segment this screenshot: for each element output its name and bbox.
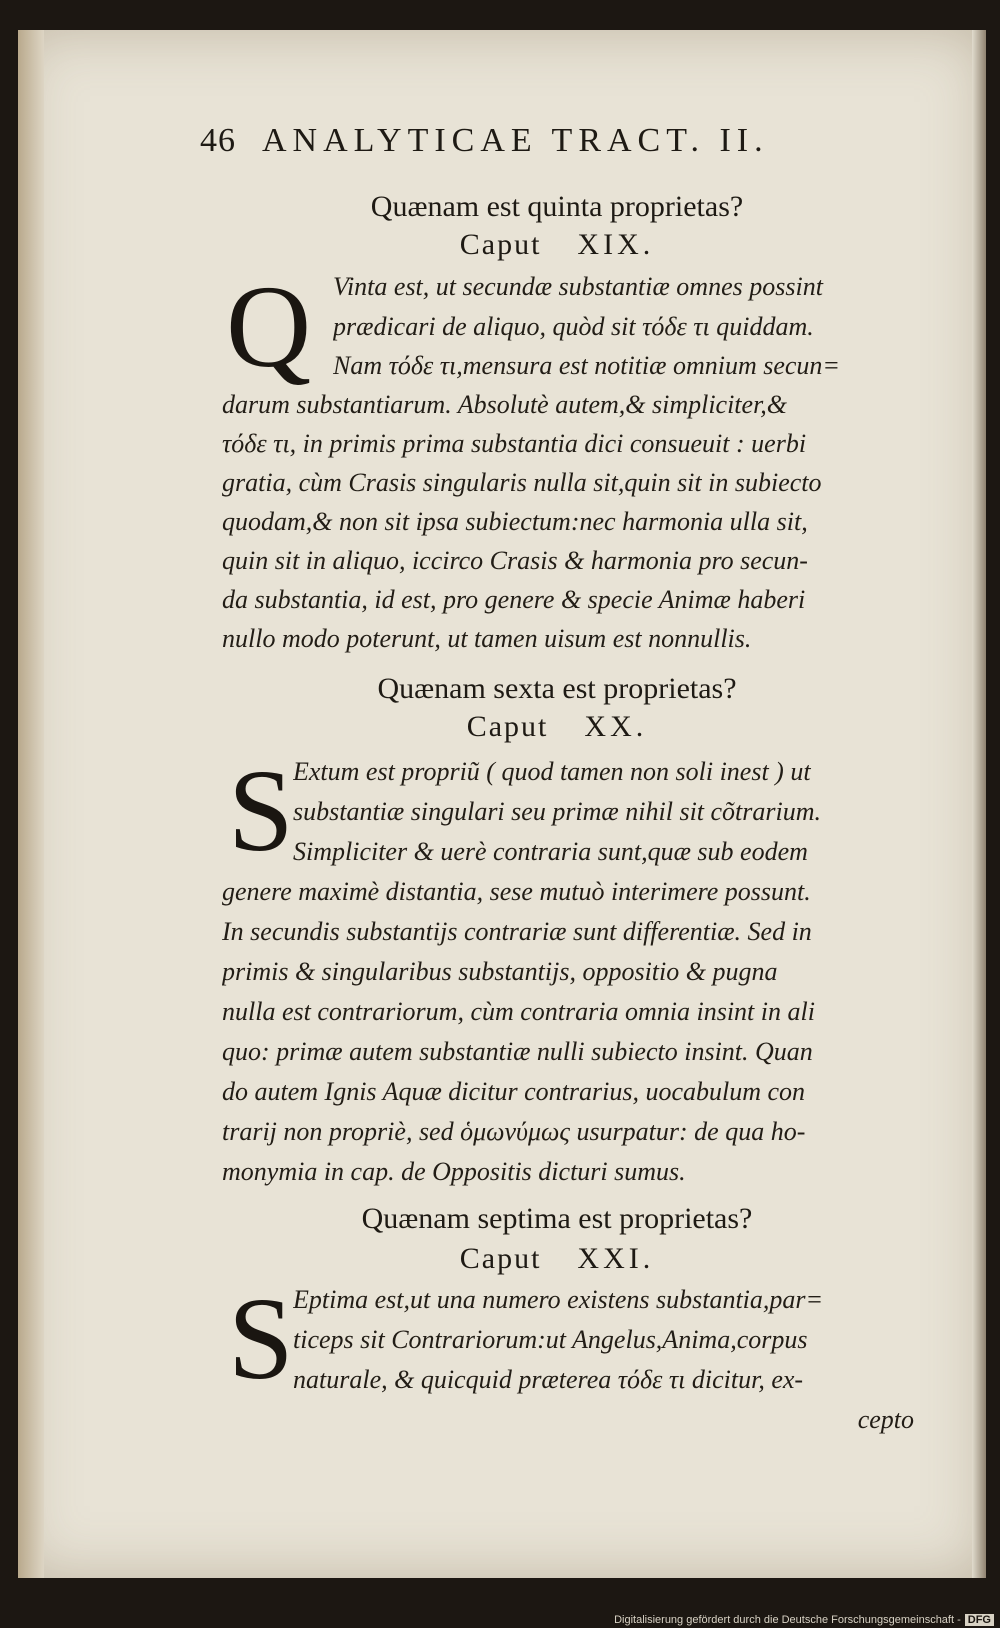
text-line: Eptima est,ut una numero existens substantia,par= [293, 1285, 824, 1314]
page-number: 46 [200, 122, 236, 159]
text-line: quin sit in aliquo, iccirco Crasis & harmonia pro secun- [222, 546, 808, 575]
text-line: gratia, cùm Crasis singularis nulla sit,quin sit in subiecto [222, 468, 822, 497]
caput-numeral: XX. [584, 710, 648, 743]
digitization-credit [614, 1614, 994, 1626]
drop-initial: Q [226, 261, 312, 392]
question-heading: Quænam est quinta proprietas? [370, 190, 744, 223]
text-line: genere maximè distantia, sese mutuò interimere possunt. [222, 877, 811, 906]
text-line: Extum est propriũ ( quod tamen non soli inest ) ut [293, 757, 811, 786]
text-line: trarij non propriè, sed ὁμωνύμως usurpatur: de qua ho- [222, 1117, 806, 1146]
caput-numeral: XXI. [577, 1242, 655, 1275]
text-line: Vinta est, ut secundæ substantiæ omnes possint [333, 272, 823, 301]
text-line: quodam,& non sit ipsa subiectum:nec harmonia ulla sit, [222, 507, 808, 536]
text-line: monymia in cap. de Oppositis dicturi sumus. [222, 1157, 686, 1186]
chapter-heading [222, 1242, 892, 1276]
text-line: quo: primæ autem substantiæ nulli subiecto insint. Quan [222, 1037, 813, 1066]
chapter-heading [222, 228, 892, 262]
text-line: da substantia, id est, pro genere & specie Animæ haberi [222, 585, 806, 614]
text-line: substantiæ singulari seu primæ nihil sit cõtrarium. [293, 797, 822, 826]
text-line: nulla est contrariorum, cùm contraria omnia insint in ali [222, 997, 815, 1026]
text-line: naturale, & quicquid præterea τόδε τι dicitur, ex- [293, 1365, 804, 1394]
caput-label: Caput [459, 228, 542, 261]
credit-text: Digitalisierung gefördert durch die Deutsche Forschungsgemeinschaft - [614, 1614, 961, 1626]
question-heading: Quænam sexta est proprietas? [377, 672, 737, 705]
drop-initial: S [228, 1273, 294, 1404]
running-head [200, 122, 870, 160]
caput-numeral: XIX. [577, 228, 655, 261]
text-line: In secundis substantijs contrariæ sunt differentiæ. Sed in [222, 917, 812, 946]
text-line: nullo modo poterunt, ut tamen uisum est nonnullis. [222, 624, 752, 653]
running-title: ANALYTICAE TRACT. II. [262, 122, 769, 159]
chapter-heading [222, 710, 892, 744]
text-line: τόδε τι, in primis prima substantia dici consueuit : uerbi [222, 429, 807, 458]
text-line: ticeps sit Contrariorum:ut Angelus,Anima,corpus [293, 1325, 808, 1354]
catchword: cepto [857, 1405, 914, 1434]
drop-initial: S [228, 745, 294, 876]
dfg-logo: DFG [965, 1614, 994, 1626]
text-line: do autem Ignis Aquæ dicitur contrarius, uocabulum con [222, 1077, 806, 1106]
page-gutter [18, 30, 44, 1578]
text-line: primis & singularibus substantijs, oppositio & pugna [222, 957, 778, 986]
page-edge [972, 30, 986, 1578]
caput-label: Caput [466, 710, 549, 743]
text-line: darum substantiarum. Absolutè autem,& simpliciter,& [222, 390, 788, 419]
text-line: prædicari de aliquo, quòd sit τόδε τι quiddam. [333, 312, 814, 341]
question-heading: Quænam septima est proprietas? [361, 1202, 753, 1235]
text-line: Simpliciter & uerè contraria sunt,quæ sub eodem [293, 837, 808, 866]
caput-label: Caput [459, 1242, 542, 1275]
text-line: Nam τόδε τι,mensura est notitiæ omnium secun= [333, 351, 840, 380]
